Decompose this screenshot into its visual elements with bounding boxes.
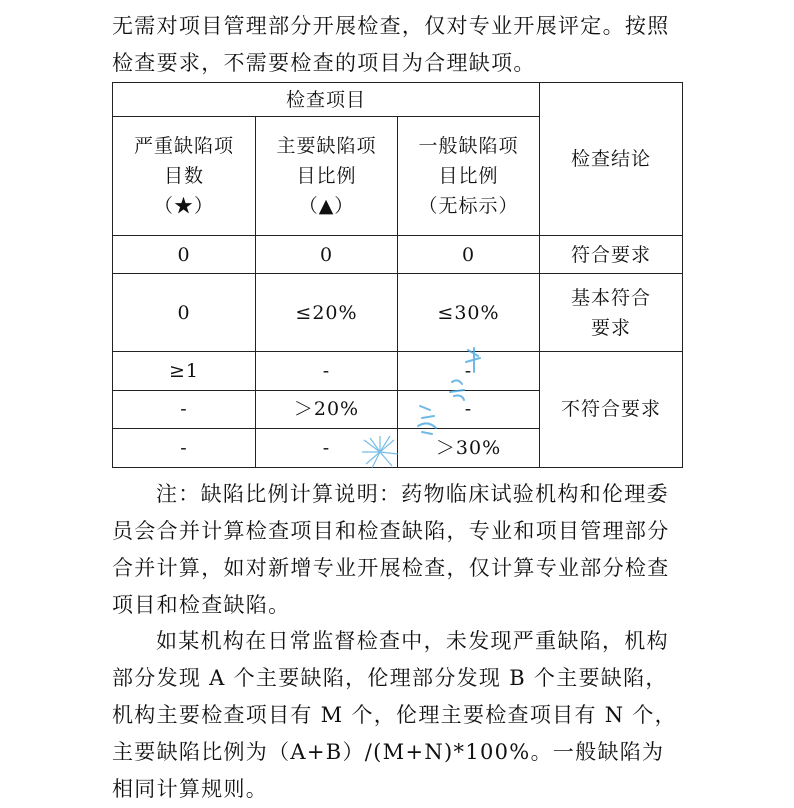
cell-major: 0: [256, 236, 398, 274]
header-general-defects: [398, 117, 540, 236]
table-row: [113, 351, 683, 390]
header-serious-line: 目数: [163, 165, 204, 188]
cell-serious: 0: [113, 274, 256, 351]
cell-general: ≤30%: [398, 274, 540, 351]
cell-general: ＞30%: [398, 428, 540, 467]
header-major-defects: [256, 117, 398, 236]
cell-serious: 0: [113, 236, 256, 274]
header-major-line: 目比例: [296, 165, 357, 188]
conclusion-line: 基本符合: [571, 286, 652, 309]
header-major-line: 主要缺陷项: [276, 135, 377, 158]
header-general-line: 目比例: [438, 165, 499, 188]
header-general-line: （无标示）: [418, 195, 519, 218]
header-serious-line: 严重缺陷项: [133, 135, 234, 158]
cell-serious: -: [113, 390, 256, 428]
header-general-line: 一般缺陷项: [418, 135, 519, 158]
cell-general: -: [398, 390, 540, 428]
table-row: [113, 236, 683, 274]
cell-major: ≤20%: [256, 274, 398, 351]
note-paragraph: 注：缺陷比例计算说明：药物临床试验机构和伦理委员会合并计算检查项目和检查缺陷，专业和项目管理部分合并计算，如对新增专业开展检查，仅计算专业部分检查项目和检查缺陷。: [112, 482, 670, 617]
header-major-line: （▲）: [298, 195, 355, 218]
cell-serious: -: [113, 428, 256, 467]
cell-conclusion-basically-compliant: [540, 274, 683, 351]
cell-general: 0: [398, 236, 540, 274]
header-inspection-items: 检查项目: [113, 83, 540, 117]
cell-general: -: [398, 351, 540, 390]
inspection-criteria-table: [112, 82, 683, 468]
table-row: [113, 274, 683, 351]
cell-conclusion-compliant: 符合要求: [540, 236, 683, 274]
header-serious-line: （★）: [153, 195, 214, 218]
conclusion-line: 要求: [591, 316, 632, 339]
cell-serious: ≥1: [113, 351, 256, 390]
cell-major: -: [256, 351, 398, 390]
header-serious-defects: [113, 117, 256, 236]
example-paragraph: 如某机构在日常监督检查中，未发现严重缺陷，机构部分发现 A 个主要缺陷，伦理部分发现 B 个主要缺陷，机构主要检查项目有 M 个，伦理主要检查项目有 N 个，主要缺陷比例为（A+B）/(M+N)*100%。一般缺陷为相同计算规则。: [112, 629, 677, 801]
cell-major: ＞20%: [256, 390, 398, 428]
intro-paragraph: 无需对项目管理部分开展检查，仅对专业开展评定。按照检查要求，不需要检查的项目为合理缺项。: [112, 14, 670, 75]
cell-conclusion-noncompliant: 不符合要求: [540, 351, 683, 467]
header-conclusion: 检查结论: [540, 83, 683, 236]
cell-major: -: [256, 428, 398, 467]
